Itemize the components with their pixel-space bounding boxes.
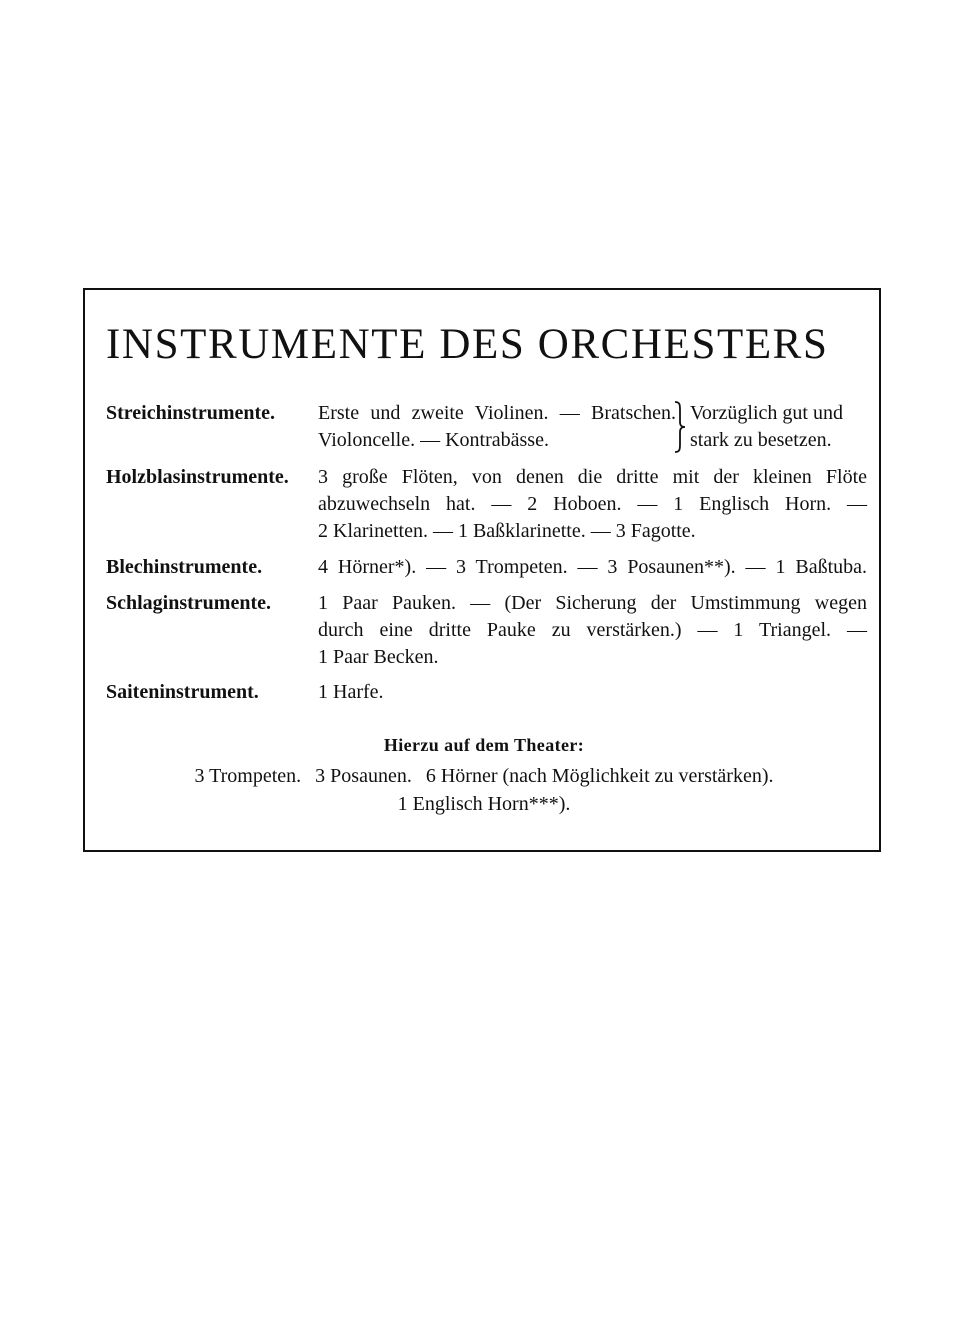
theater-heading: Hierzu auf dem Theater: (383, 735, 585, 755)
section-strings (106, 400, 876, 456)
section-label-percussion: Schlaginstrumente. (106, 592, 271, 614)
section-label-brass: Blechinstrumente. (106, 556, 263, 578)
theater-item-trombones: 3 Posaunen. (315, 765, 412, 787)
woodwinds-line-3: 2 Klarinetten. — 1 Baßklarinette. — 3 Fagotte. (318, 520, 696, 542)
section-content-brass (318, 554, 867, 581)
section-content-percussion (318, 590, 867, 671)
section-woodwinds (106, 464, 876, 546)
section-content-harp (318, 679, 867, 706)
percussion-line-3: 1 Paar Becken. (318, 646, 439, 668)
theater-item-trumpets: 3 Trompeten. (194, 765, 302, 787)
theater-line-2: 1 Englisch Horn***). (397, 793, 571, 815)
theater-line-1 (85, 763, 883, 790)
section-label-harp: Saiteninstrument. (106, 681, 259, 703)
curly-brace-icon (673, 400, 687, 454)
percussion-line-1: 1 Paar Pauken. — (Der Sicherung der Umstimmung wegen (318, 592, 867, 614)
strings-note-line-1: Vorzüglich gut und (690, 402, 843, 424)
harp-line-1: 1 Harfe. (318, 681, 384, 703)
percussion-line-2: durch eine dritte Pauke zu verstärken.) — 1 Triangel. — (318, 619, 867, 641)
theater-item-horns: 6 Hörner (nach Möglichkeit zu verstärken). (425, 765, 774, 787)
instrument-list-box (83, 288, 881, 852)
page-title: INSTRUMENTE DES ORCHESTERS (106, 321, 829, 368)
section-label-woodwinds: Holzblasinstrumente. (106, 466, 289, 488)
woodwinds-line-1: 3 große Flöten, von denen die dritte mit der kleinen Flöte (318, 466, 867, 488)
section-brass (106, 554, 876, 582)
section-content-woodwinds (318, 464, 867, 545)
woodwinds-line-2: abzuwechseln hat. — 2 Hoboen. — 1 Englisch Horn. — (318, 493, 867, 515)
section-label-strings: Streichinstrumente. (106, 402, 276, 424)
brass-line-1: 4 Hörner*). — 3 Trompeten. — 3 Posaunen**). — 1 Baßtuba. (318, 556, 867, 578)
strings-instrument-list (318, 400, 676, 454)
section-percussion (106, 590, 876, 672)
strings-note-line-2: stark zu besetzen. (690, 429, 832, 451)
strings-line-1: Erste und zweite Violinen. — Bratschen. (318, 402, 676, 424)
strings-note (690, 400, 867, 454)
section-strings-harp (106, 679, 876, 707)
strings-line-2: Violoncelle. — Kontrabässe. (318, 429, 549, 451)
